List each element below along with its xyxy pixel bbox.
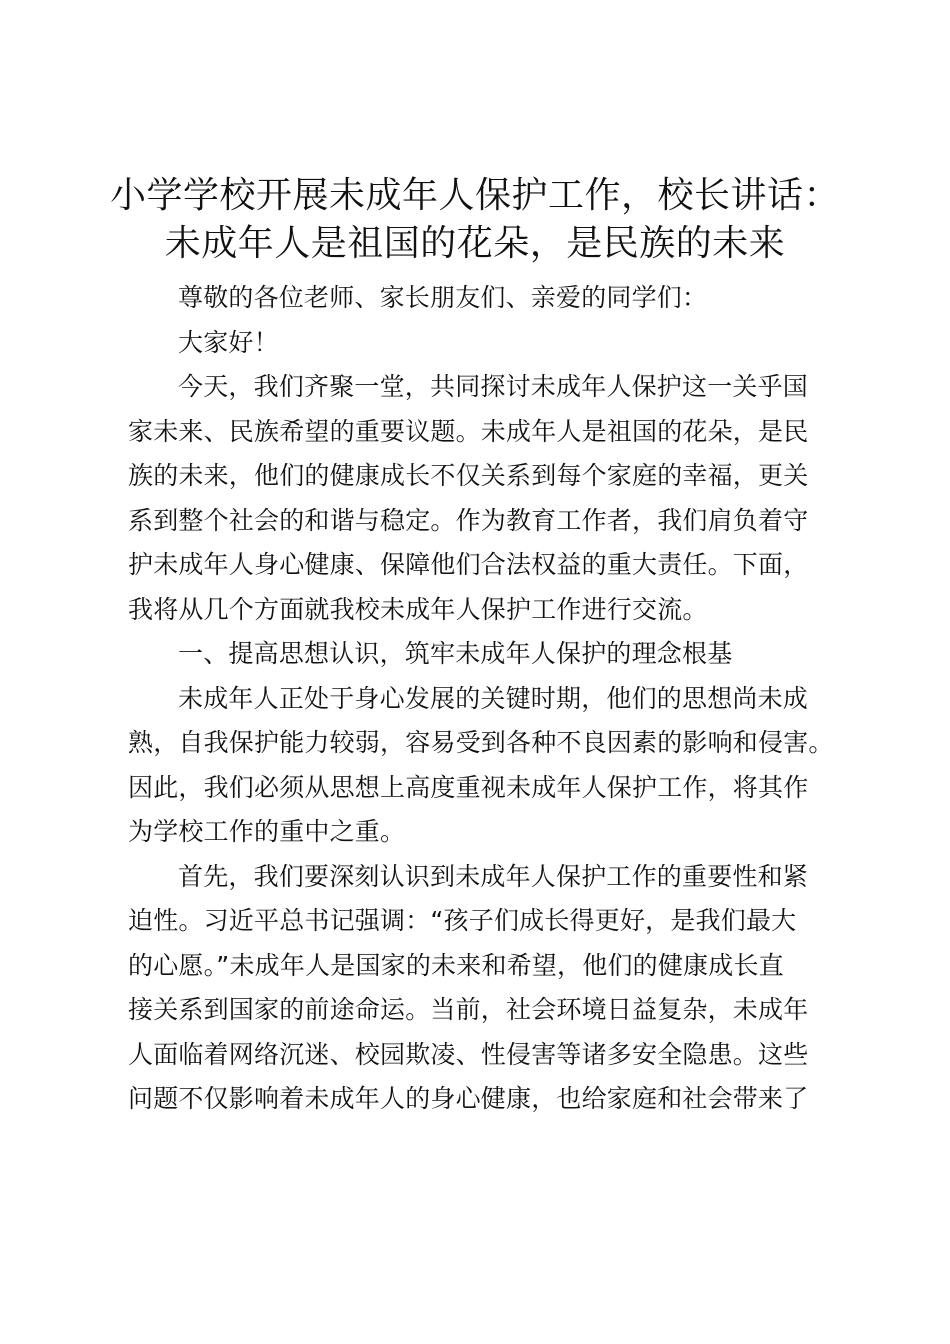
title-line: 小学学校开展未成年人保护工作，校长讲话： <box>110 175 841 216</box>
text-line: 护未成年人身心健康、保障他们合法权益的重大责任。下面， <box>128 550 809 579</box>
document-title <box>110 172 840 268</box>
text-line: 的心愿。”未成年人是国家的未来和希望，他们的健康成长直 <box>128 950 784 980</box>
salutation-paragraph <box>128 276 828 321</box>
text-line: 家未来、民族希望的重要议题。未成年人是祖国的花朵，是民 <box>128 416 809 446</box>
text-line: 未成年人正处于身心发展的关键时期，他们的思想尚未成 <box>178 683 809 713</box>
body-paragraph <box>128 677 834 855</box>
text-line: 今天，我们齐聚一堂，共同探讨未成年人保护这一关乎国 <box>178 372 809 401</box>
text-line: 问题不仅影响着未成年人的身心健康，也给家庭和社会带来了 <box>128 1084 809 1113</box>
text-line: 接关系到国家的前途命运。当前，社会环境日益复杂，未成年 <box>128 995 809 1024</box>
title-line: 未成年人是祖国的花朵，是民族的未来 <box>164 223 786 264</box>
text-line: 系到整个社会的和谐与稳定。作为教育工作者，我们肩负着守 <box>128 505 809 535</box>
body-paragraph <box>128 365 828 632</box>
greeting-paragraph <box>128 321 828 366</box>
text-line: 大家好！ <box>178 327 279 357</box>
text-line: 熟，自我保护能力较弱，容易受到各种不良因素的影响和侵害。 <box>128 728 834 757</box>
text-line: 首先，我们要深刻认识到未成年人保护工作的重要性和紧 <box>178 861 809 891</box>
text-line: 尊敬的各位老师、家长朋友们、亲爱的同学们： <box>178 283 708 312</box>
text-line: 因此，我们必须从思想上高度重视未成年人保护工作，将其作 <box>128 772 809 802</box>
text-line: 族的未来，他们的健康成长不仅关系到每个家庭的幸福，更关 <box>128 461 809 490</box>
text-line: 人面临着网络沉迷、校园欺凌、性侵害等诸多安全隐患。这些 <box>128 1039 809 1069</box>
section-heading <box>128 632 828 677</box>
text-line: 我将从几个方面就我校未成年人保护工作进行交流。 <box>128 594 708 624</box>
text-line: 为学校工作的重中之重。 <box>128 817 406 846</box>
body-paragraph <box>128 855 828 1122</box>
text-line: 迫性。习近平总书记强调：“孩子们成长得更好，是我们最大 <box>128 906 797 935</box>
text-line: 一、提高思想认识，筑牢未成年人保护的理念根基 <box>178 639 733 668</box>
document-body <box>128 276 834 1122</box>
